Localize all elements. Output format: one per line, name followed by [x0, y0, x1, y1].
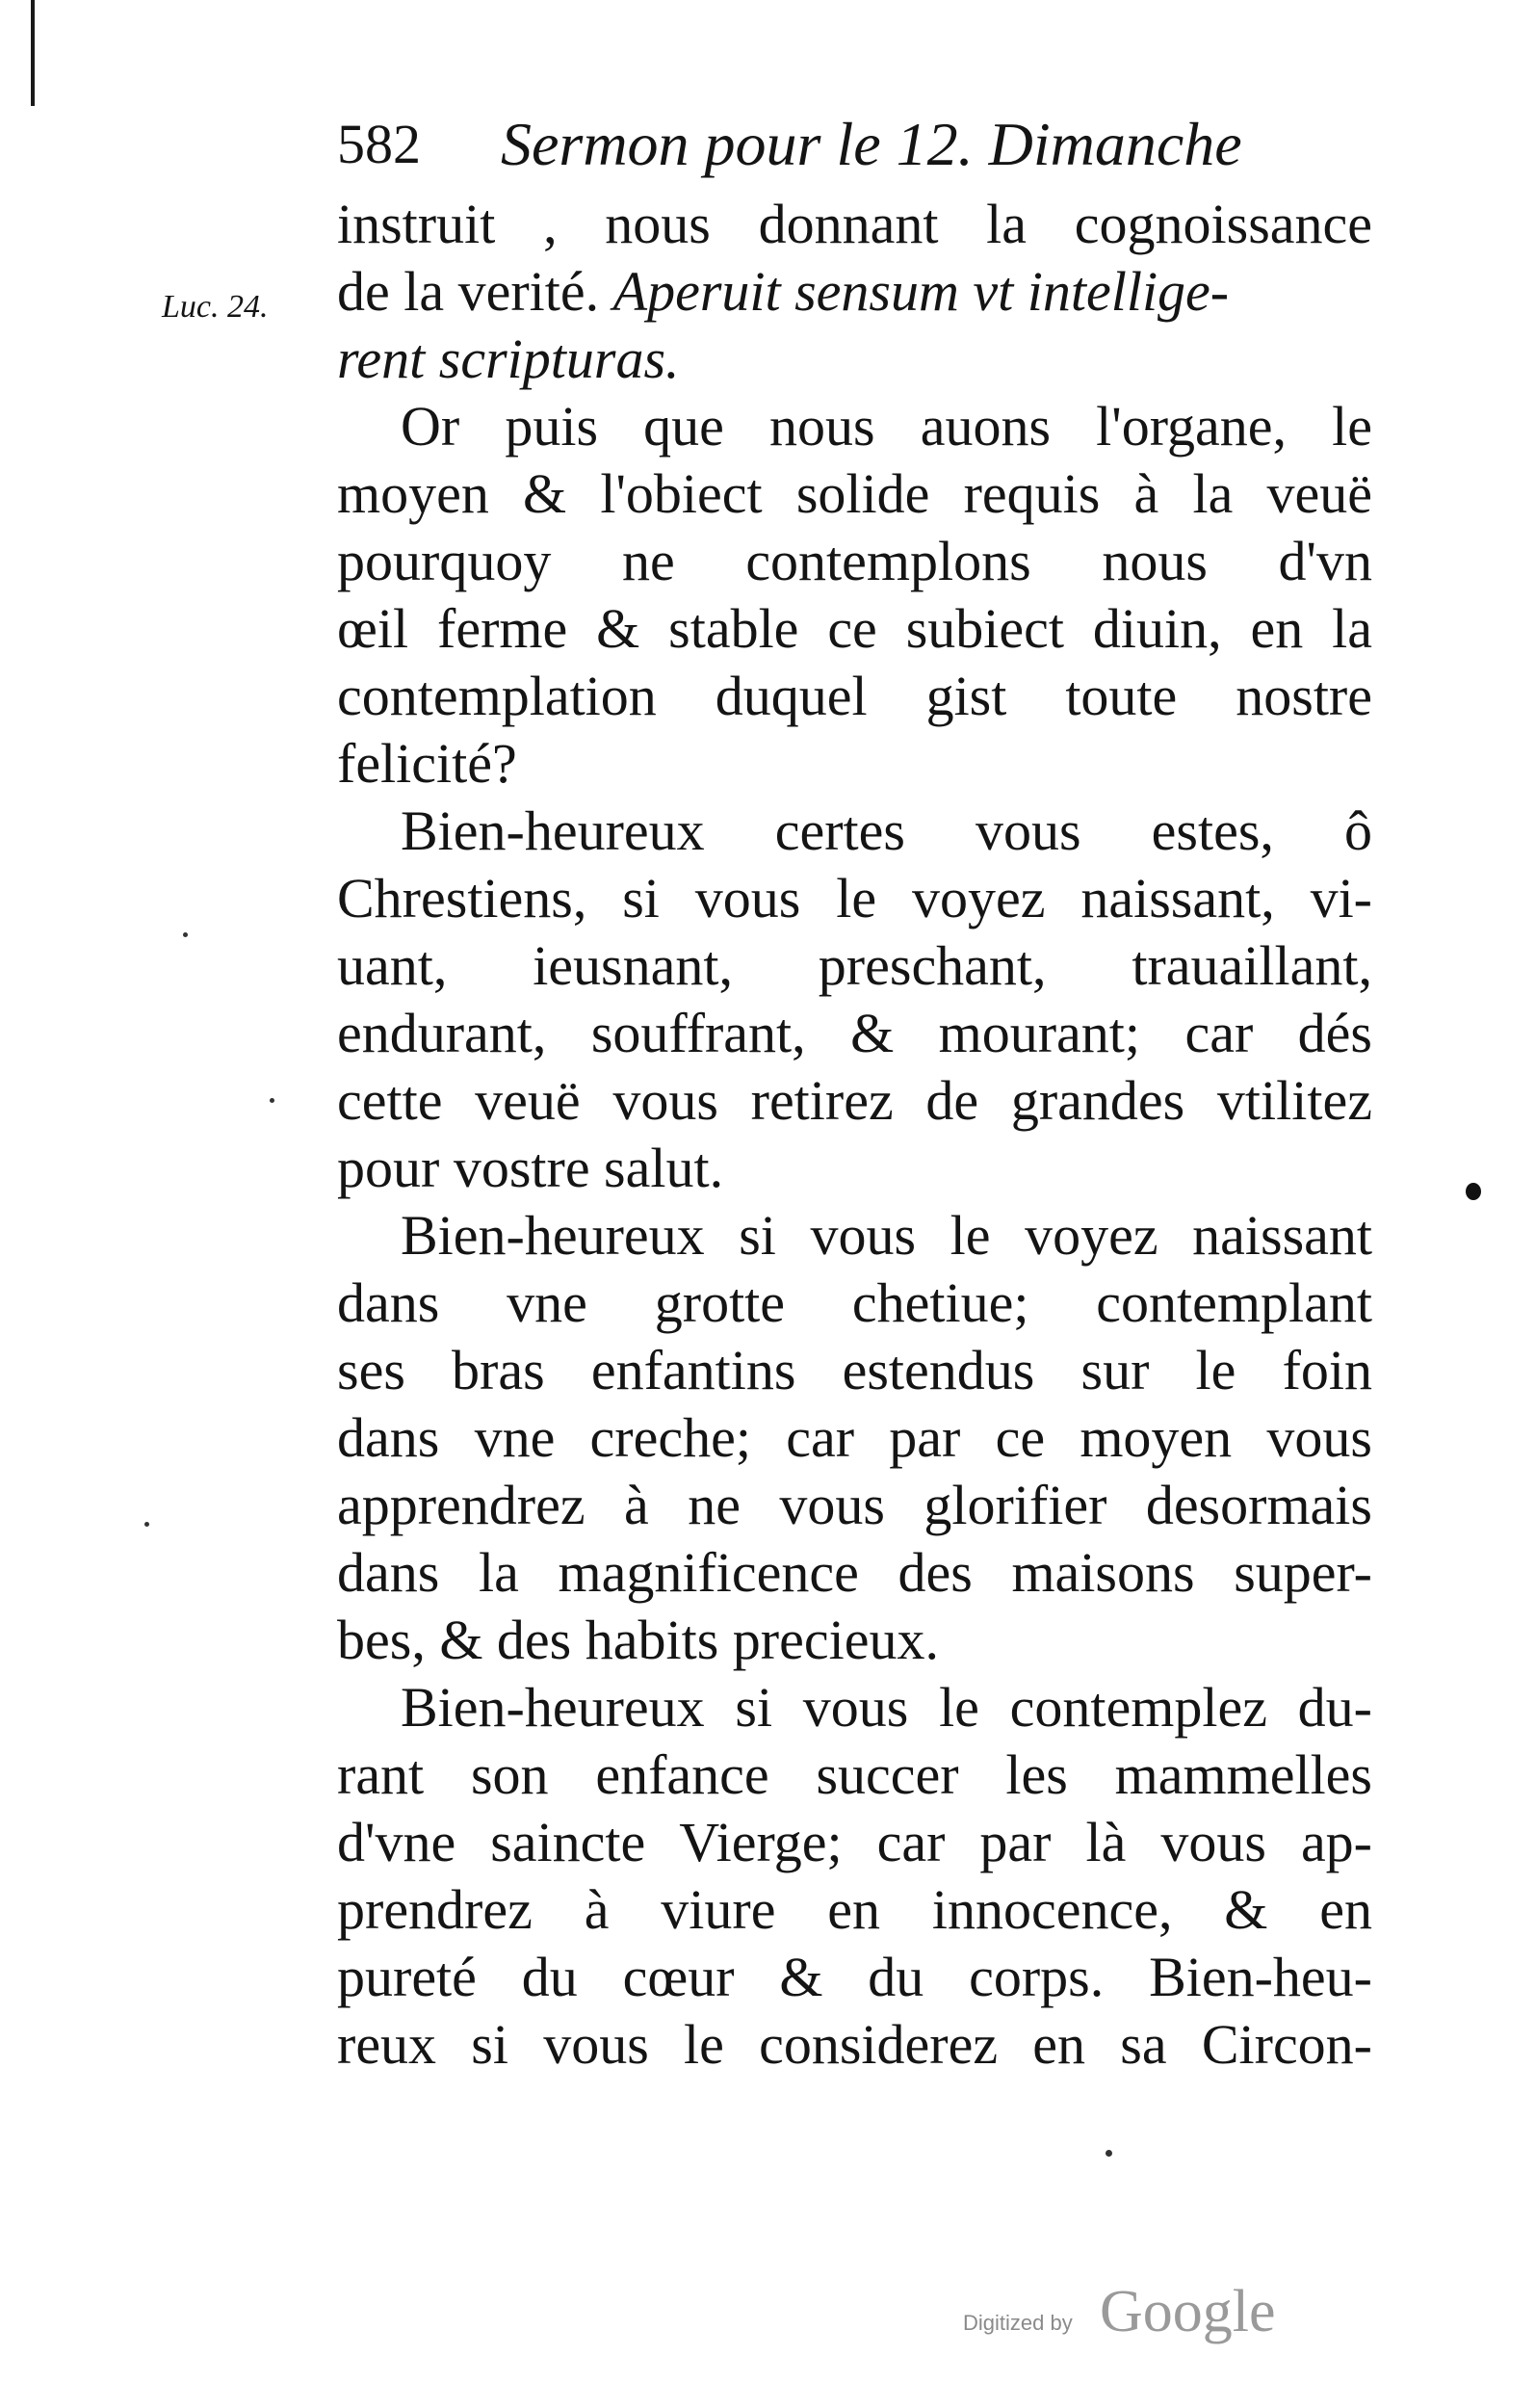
text-line: uant, ieusnant, preschant, trauaillant,	[337, 934, 1372, 997]
text-line-roman: de la verité.	[337, 260, 600, 323]
text-line: endurant, souffrant, & mourant; car dés	[337, 1002, 1372, 1064]
ink-speck	[183, 932, 188, 937]
text-line: bes, & des habits precieux.	[337, 1609, 939, 1671]
text-line: dans vne grotte chetiue; contemplant	[337, 1271, 1372, 1334]
text-line: cette veuë vous retirez de grandes vtilitez	[337, 1069, 1372, 1132]
ink-speck	[270, 1098, 274, 1103]
text-line	[337, 258, 1372, 326]
text-line: d'vne saincte Vierge; car par là vous ap-	[337, 1811, 1372, 1873]
margin-citation: Luc. 24.	[162, 289, 269, 325]
text-line: dans vne creche; car par ce moyen vous	[337, 1406, 1372, 1469]
paragraph-start: Bien-heureux si vous le voyez naissant	[401, 1204, 1372, 1267]
page-header	[337, 106, 1310, 183]
ink-speck	[1106, 2150, 1112, 2157]
paragraph-start: Bien-heureux certes vous estes, ô	[401, 799, 1372, 862]
text-line: pourquoy ne contemplons nous d'vn	[337, 530, 1372, 592]
text-line: moyen & l'obiect solide requis à la veuë	[337, 462, 1372, 525]
ink-spot	[1466, 1183, 1481, 1200]
digitization-watermark	[963, 2278, 1290, 2355]
text-line: pureté du cœur & du corps. Bien-heu-	[337, 1946, 1372, 2008]
google-logo: Google	[1100, 2279, 1276, 2344]
watermark-prefix: Digitized by	[963, 2311, 1073, 2335]
text-line: apprendrez à ne vous glorifier desormais	[337, 1474, 1372, 1536]
running-title: Sermon pour le 12. Dimanche	[501, 110, 1242, 178]
latin-quote: Aperuit sensum vt intellige-	[612, 260, 1230, 323]
text-line: reux si vous le considerez en sa Circon-	[337, 2013, 1372, 2076]
text-line: contemplation duquel gist toute nostre	[337, 665, 1372, 727]
text-line: prendrez à viure en innocence, & en	[337, 1878, 1372, 1941]
binding-edge-line	[31, 0, 35, 106]
text-line: dans la magnificence des maisons super-	[337, 1541, 1372, 1604]
text-line: instruit , nous donnant la cognoissance	[337, 193, 1372, 255]
text-line: ses bras enfantins estendus sur le foin	[337, 1339, 1372, 1401]
text-line: Chrestiens, si vous le voyez naissant, vi-	[337, 867, 1372, 929]
text-line: felicité?	[337, 732, 517, 795]
text-line: rant son enfance succer les mammelles	[337, 1743, 1372, 1806]
text-line: œil ferme & stable ce subiect diuin, en la	[337, 597, 1372, 660]
page-number: 582	[337, 113, 421, 175]
ink-speck	[144, 1522, 149, 1527]
text-line: pour vostre salut.	[337, 1137, 724, 1199]
latin-quote-end: rent scripturas.	[337, 327, 680, 390]
paragraph-start: Or puis que nous auons l'organe, le	[401, 395, 1372, 458]
paragraph-start: Bien-heureux si vous le contemplez du-	[401, 1676, 1372, 1739]
